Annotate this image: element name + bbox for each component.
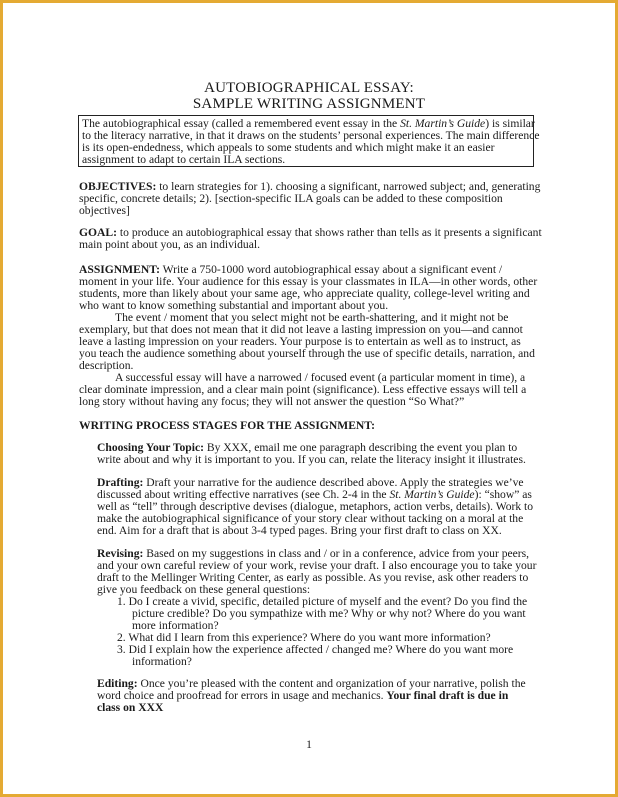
assignment-p2-line-5: description.: [79, 359, 134, 372]
revising-question-1c: more information?: [132, 619, 219, 632]
intro-line-3: is its open-endedness, which appeals to some students and which might make it an easier: [82, 141, 495, 154]
title-line-2: SAMPLE WRITING ASSIGNMENT: [192, 96, 426, 112]
assignment-p2-line-2: exemplary, but that does not mean that it did not leave a lasting impression on you—and cannot: [79, 323, 523, 336]
revising-line-2: and your own careful review of your work, revise your draft. I also encourage you to take your: [97, 559, 537, 572]
choosing-line-1: Choosing Your Topic: By XXX, email me one paragraph describing the event you plan to: [97, 441, 518, 454]
drafting-line-5: end. Aim for a draft that is about 3-4 typed pages. Bring your first draft to class on XX.: [97, 524, 502, 537]
choosing-line-2: write about and why it is important to you. If you can, relate the literacy insight it illustrates.: [97, 453, 526, 466]
assignment-line-1: ASSIGNMENT: Write a 750-1000 word autobiographical essay about a significant event /: [79, 263, 503, 276]
revising-line-4: give you feedback on these general questions:: [97, 583, 311, 596]
goal-line-1: GOAL: to produce an autobiographical essay that shows rather than tells as it presents a significant: [79, 226, 542, 239]
intro-line-1: The autobiographical essay (called a remembered event essay in the St. Martin’s Guide) is similar: [82, 117, 535, 130]
editing-line-2: word choice and proofread for errors in usage and mechanics. Your final draft is due in: [97, 689, 509, 702]
assignment-p3-line-2: clear dominate impression, and a clear main point (significance). Less effective essays will tell a: [79, 383, 527, 396]
objectives-line-3: objectives]: [79, 204, 130, 217]
assignment-p3-line-1: A successful essay will have a narrowed / focused event (a particular moment in time), a: [115, 371, 526, 384]
objectives-line-2: specific, concrete details; 2). [section-specific ILA goals can be added to these composition: [79, 192, 503, 205]
revising-line-1: Revising: Based on my suggestions in class and / or in a conference, advice from your peers,: [97, 547, 530, 560]
revising-question-2: 2. What did I learn from this experience? Where do you want more information?: [117, 631, 491, 644]
title-line-1: AUTOBIOGRAPHICAL ESSAY:: [204, 80, 414, 96]
stages-heading: WRITING PROCESS STAGES FOR THE ASSIGNMENT:: [79, 419, 376, 432]
intro-line-4: assignment to adapt to certain ILA sections.: [82, 153, 286, 166]
revising-question-1b: picture credible? Do you sympathize with me? Why or why not? Where do you want: [132, 607, 526, 620]
assignment-p3-line-3: long story without having any focus; they will not answer the question “So What?”: [79, 395, 465, 408]
assignment-line-2: moment in your life. Your audience for this essay is your classmates in ILA—in other words, other: [79, 275, 538, 288]
page-number: 1: [306, 738, 312, 751]
objectives-line-1: OBJECTIVES: to learn strategies for 1). choosing a significant, narrowed subject; and, generating: [79, 180, 541, 193]
editing-line-1: Editing: Once you’re pleased with the content and organization of your narrative, polish the: [97, 677, 526, 690]
revising-line-3: draft to the Mellinger Writing Center, as early as possible. As you revise, ask other readers to: [97, 571, 529, 584]
assignment-line-3: students, more than likely about your same age, who appreciate quality, college-level writing and: [79, 287, 530, 300]
goal-line-2: main point about you, as an individual.: [79, 238, 260, 251]
drafting-line-1: Drafting: Draft your narrative for the audience described above. Apply the strategies we’ve: [97, 476, 524, 489]
drafting-line-2: discussed about writing effective narratives (see Ch. 2-4 in the St. Martin’s Guide): “show” as: [97, 488, 532, 501]
assignment-p2-line-1: The event / moment that you select might not be earth-shattering, and it might not be: [115, 311, 509, 324]
drafting-line-3: well as “tell” through descriptive devises (dialogue, metaphors, action verbs, details). Work to: [97, 500, 534, 513]
assignment-p2-line-4: you teach the audience something about yourself through the use of specific details, narration, and: [79, 347, 535, 360]
intro-line-2: to the literacy narrative, in that it draws on the students’ personal experiences. The main difference: [82, 129, 540, 142]
editing-line-3: class on XXX: [97, 701, 164, 714]
drafting-line-4: make the autobiographical significance of your story clear without tacking on a moral at the: [97, 512, 524, 525]
revising-question-1a: 1. Do I create a vivid, specific, detailed picture of myself and the event? Do you find the: [117, 595, 528, 608]
revising-question-3b: information?: [132, 655, 192, 668]
assignment-line-4: who want to know something substantial and important about you.: [79, 299, 389, 312]
assignment-p2-line-3: leave a lasting impression on your readers. Your purpose is to entertain as well as to instruct, as: [79, 335, 521, 348]
revising-question-3a: 3. Did I explain how the experience affected / changed me? Where do you want more: [117, 643, 514, 656]
